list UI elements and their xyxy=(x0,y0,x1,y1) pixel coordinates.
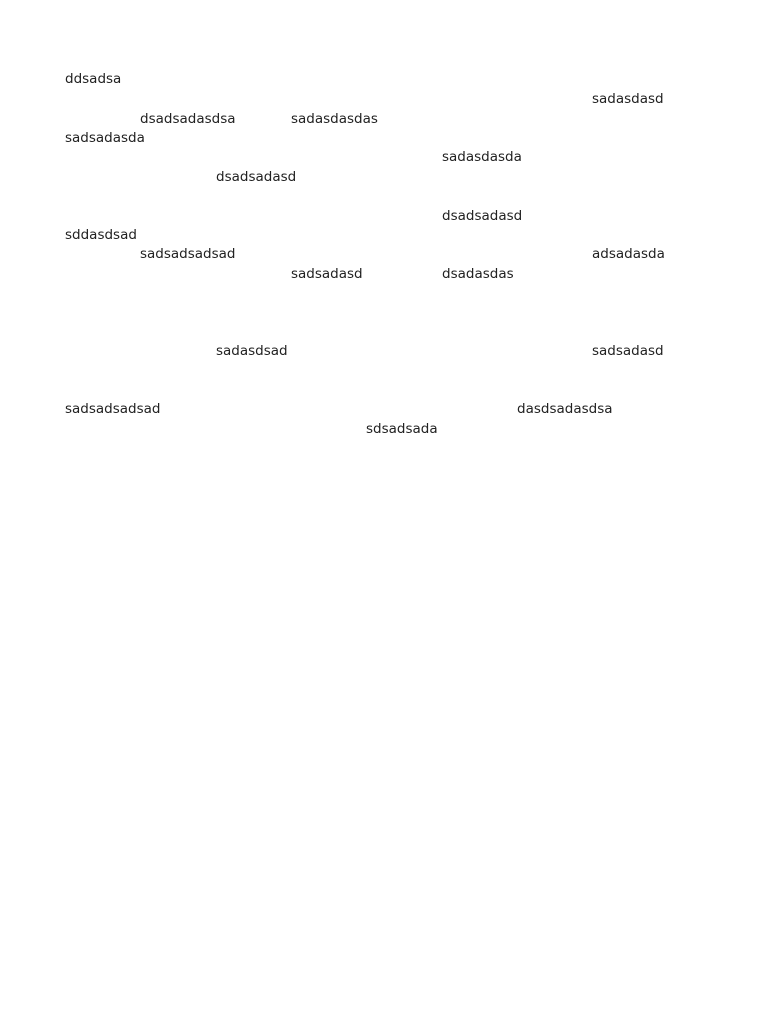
text-cell: sadsadasd xyxy=(592,343,664,359)
text-cell: sadsadsadsad xyxy=(140,246,236,262)
text-cell: sadasdasd xyxy=(592,91,664,107)
text-cell: adsadasda xyxy=(592,246,665,262)
text-cell: dasdsadasdsa xyxy=(517,401,613,417)
text-cell: sdsadsada xyxy=(366,421,438,437)
text-cell: sadsadasd xyxy=(291,266,363,282)
text-cell: dsadsadasd xyxy=(216,169,297,185)
text-cell: sadsadsadsad xyxy=(65,401,161,417)
text-cell: sadsadasda xyxy=(65,130,145,146)
text-cell: dsadsadasd xyxy=(442,208,523,224)
text-cell: dsadasdas xyxy=(442,266,514,282)
text-cell: sadasdasda xyxy=(442,149,522,165)
text-cell: ddsadsa xyxy=(65,71,122,87)
text-cell: dsadsadasdsa xyxy=(140,111,236,127)
text-cell: sadasdasdas xyxy=(291,111,378,127)
text-cell: sddasdsad xyxy=(65,227,137,243)
text-cell: sadasdsad xyxy=(216,343,288,359)
